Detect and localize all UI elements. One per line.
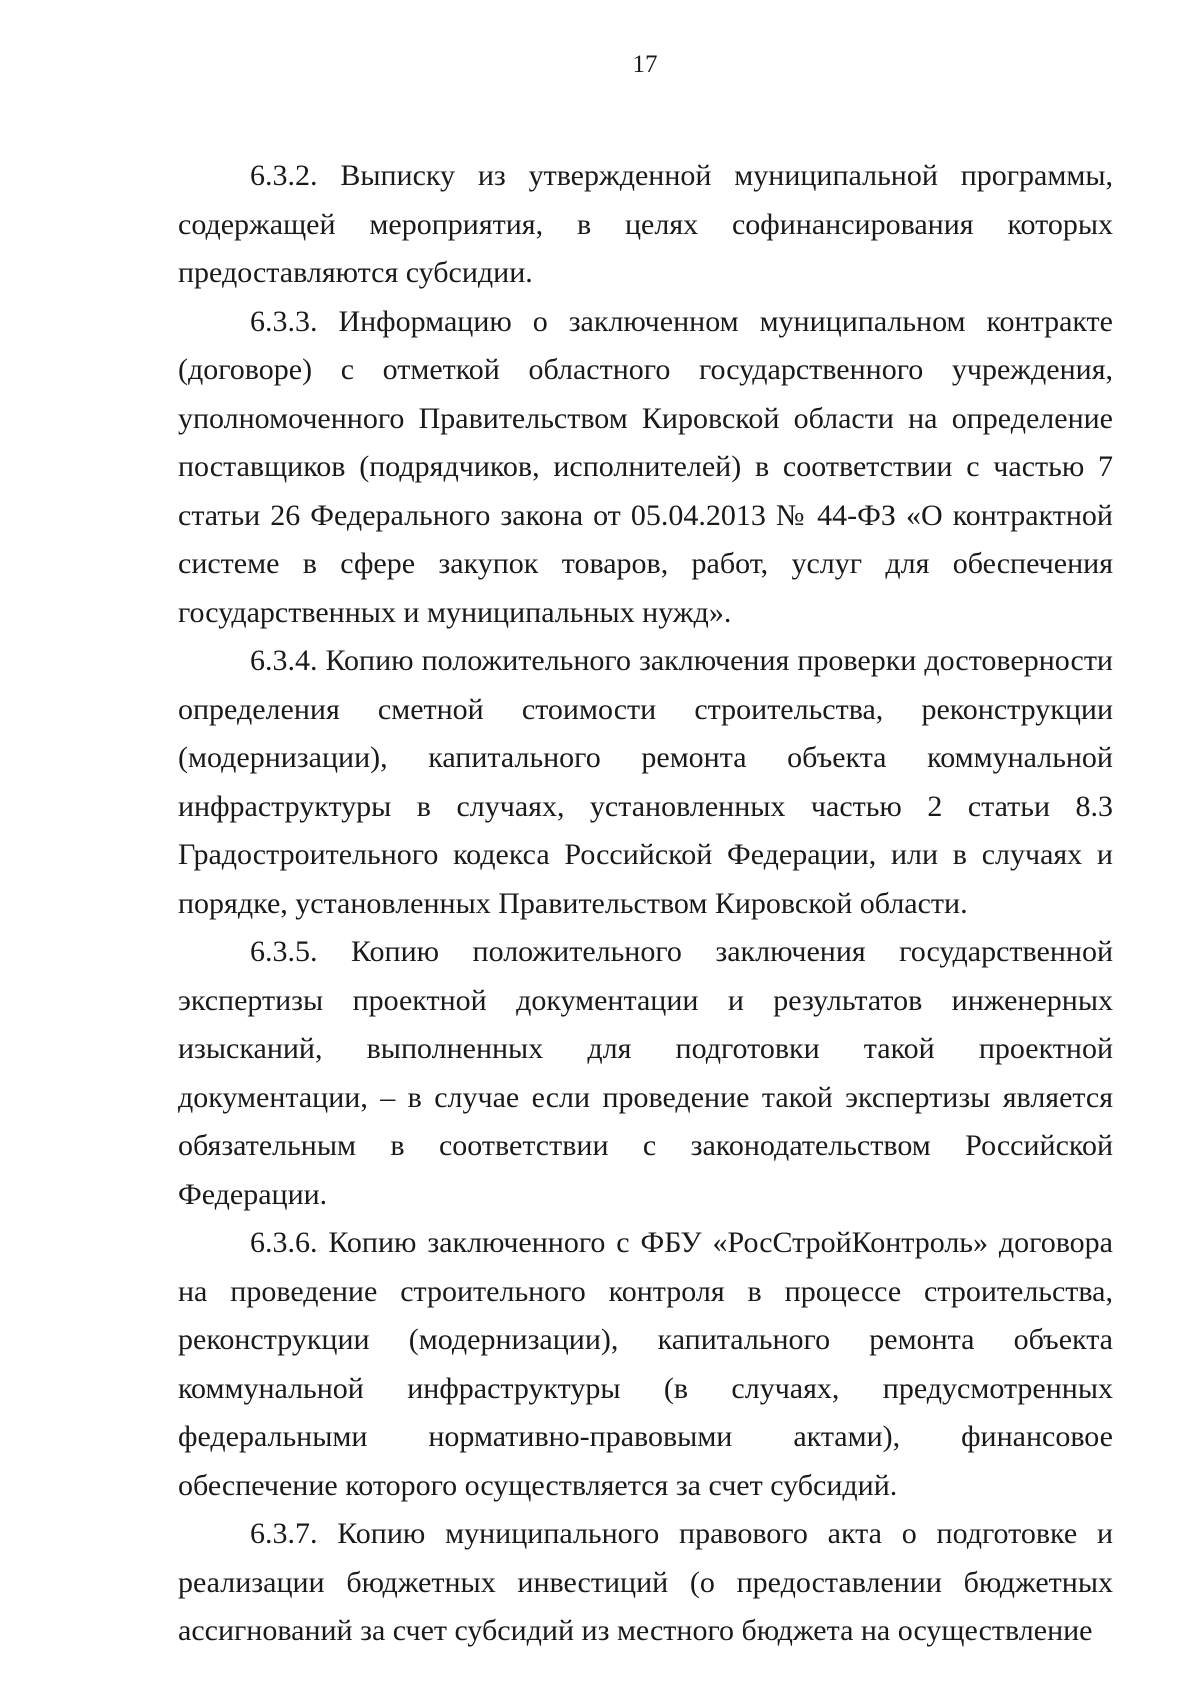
paragraph-6-3-6: 6.3.6. Копию заключенного с ФБУ «РосСтройКонтроль» договора на проведение строительного контроля в процессе строительства, реконструкции (модернизации), капитального ремонта объекта коммунальной инфраструктуры (в случаях, предусмотренных федеральными нормативно-правовыми актами), финансовое обеспечение которого осуществляется за счет субсидий.	[178, 1226, 1113, 1502]
paragraph-6-3-2: 6.3.2. Выписку из утвержденной муниципальной программы, содержащей мероприятия, в целях софинансирования которых предоставляются субсидии.	[178, 159, 1113, 289]
document-body	[178, 152, 1113, 1656]
paragraph-6-3-4: 6.3.4. Копию положительного заключения проверки достоверности определения сметной стоимости строительства, реконструкции (модернизации), капитального ремонта объекта коммунальной инфраструктуры в случаях, установленных частью 2 статьи 8.3 Градостроительного кодекса Российской Федерации, или в случаях и порядке, установленных Правительством Кировской области.	[178, 644, 1113, 920]
paragraph-6-3-7: 6.3.7. Копию муниципального правового акта о подготовке и реализации бюджетных инвестиций (о предоставлении бюджетных ассигнований за счет субсидий из местного бюджета на осуществление	[178, 1517, 1113, 1647]
paragraph-6-3-3: 6.3.3. Информацию о заключенном муниципальном контракте (договоре) с отметкой областного государственного учреждения, уполномоченного Правительством Кировской области на определение поставщиков (подрядчиков, исполнителей) в соответствии с частью 7 статьи 26 Федерального закона от 05.04.2013 № 44-ФЗ «О контрактной системе в сфере закупок товаров, работ, услуг для обеспечения государственных и муниципальных нужд».	[178, 304, 1113, 629]
paragraph-6-3-5: 6.3.5. Копию положительного заключения государственной экспертизы проектной документации и результатов инженерных изысканий, выполненных для подготовки такой проектной документации, – в случае если проведение такой экспертизы является обязательным в соответствии с законодательством Российской Федерации.	[178, 935, 1113, 1211]
page-number: 17	[632, 51, 658, 78]
